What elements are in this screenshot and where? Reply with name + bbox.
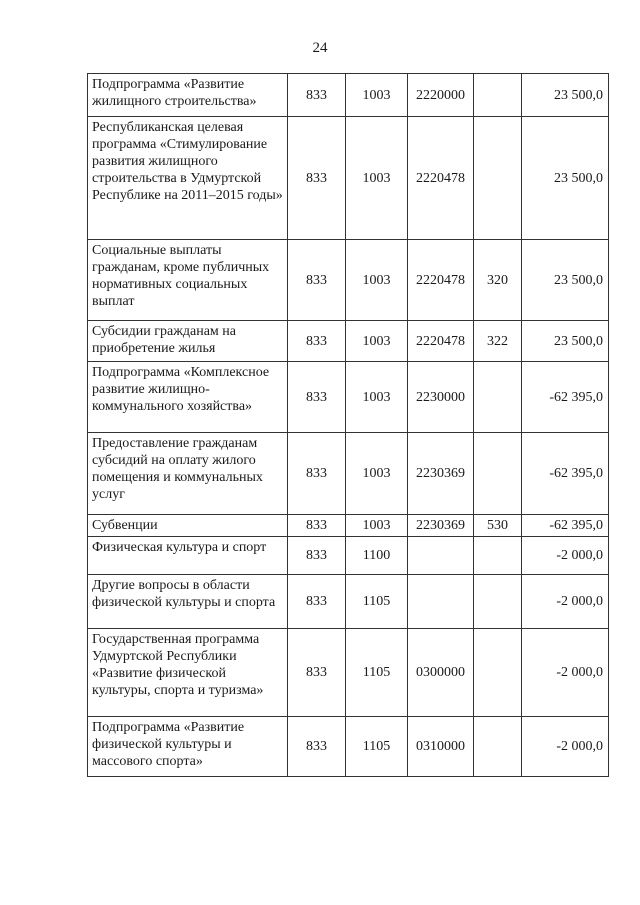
row-csr: 2220478 <box>408 240 474 321</box>
row-vr: 322 <box>474 321 522 362</box>
row-amount: -62 395,0 <box>522 515 609 537</box>
row-rz: 1003 <box>346 240 408 321</box>
row-name: Физическая культура и спорт <box>88 537 288 575</box>
row-amount: 23 500,0 <box>522 321 609 362</box>
row-vr <box>474 117 522 240</box>
table-row <box>88 240 609 321</box>
row-ved: 833 <box>288 717 346 777</box>
row-rz: 1105 <box>346 575 408 629</box>
row-csr: 2230369 <box>408 433 474 515</box>
row-csr: 2230369 <box>408 515 474 537</box>
row-name: Подпрограмма «Комплексное развитие жилищно-коммунального хозяйства» <box>88 362 288 433</box>
row-vr <box>474 629 522 717</box>
row-name: Подпрограмма «Развитие жилищного строительства» <box>88 74 288 117</box>
table-row <box>88 74 609 117</box>
row-vr <box>474 575 522 629</box>
row-name: Государственная программа Удмуртской Республики «Развитие физической культуры, спорта и туризма» <box>88 629 288 717</box>
table-row <box>88 117 609 240</box>
row-name: Другие вопросы в области физической культуры и спорта <box>88 575 288 629</box>
row-rz: 1003 <box>346 74 408 117</box>
row-vr <box>474 433 522 515</box>
table-row <box>88 575 609 629</box>
row-amount: 23 500,0 <box>522 117 609 240</box>
row-csr <box>408 575 474 629</box>
row-ved: 833 <box>288 433 346 515</box>
row-ved: 833 <box>288 321 346 362</box>
row-ved: 833 <box>288 117 346 240</box>
row-vr <box>474 362 522 433</box>
page-number: 24 <box>312 40 328 56</box>
row-amount: -62 395,0 <box>522 362 609 433</box>
table-row <box>88 362 609 433</box>
row-vr <box>474 74 522 117</box>
row-name: Социальные выплаты гражданам, кроме публичных нормативных социальных выплат <box>88 240 288 321</box>
row-ved: 833 <box>288 515 346 537</box>
row-rz: 1003 <box>346 515 408 537</box>
row-rz: 1100 <box>346 537 408 575</box>
row-rz: 1003 <box>346 433 408 515</box>
row-rz: 1003 <box>346 362 408 433</box>
row-name: Подпрограмма «Развитие физической культуры и массового спорта» <box>88 717 288 777</box>
row-name: Субсидии гражданам на приобретение жилья <box>88 321 288 362</box>
row-ved: 833 <box>288 629 346 717</box>
row-rz: 1105 <box>346 717 408 777</box>
row-amount: 23 500,0 <box>522 240 609 321</box>
row-ved: 833 <box>288 74 346 117</box>
table-row <box>88 433 609 515</box>
row-amount: -2 000,0 <box>522 717 609 777</box>
table-row <box>88 515 609 537</box>
row-vr: 530 <box>474 515 522 537</box>
row-csr: 2220000 <box>408 74 474 117</box>
table-row <box>88 321 609 362</box>
row-csr: 2220478 <box>408 321 474 362</box>
row-amount: -2 000,0 <box>522 575 609 629</box>
row-ved: 833 <box>288 240 346 321</box>
table-row <box>88 629 609 717</box>
row-name: Республиканская целевая программа «Стимулирование развития жилищного строительства в Удмуртской Республике на 2011–2015 годы» <box>88 117 288 240</box>
table-row <box>88 537 609 575</box>
row-amount: 23 500,0 <box>522 74 609 117</box>
row-amount: -2 000,0 <box>522 629 609 717</box>
row-amount: -62 395,0 <box>522 433 609 515</box>
table-row <box>88 717 609 777</box>
row-ved: 833 <box>288 537 346 575</box>
row-csr: 2230000 <box>408 362 474 433</box>
row-amount: -2 000,0 <box>522 537 609 575</box>
row-csr: 2220478 <box>408 117 474 240</box>
row-csr: 0300000 <box>408 629 474 717</box>
row-name: Предоставление гражданам субсидий на оплату жилого помещения и коммунальных услуг <box>88 433 288 515</box>
row-ved: 833 <box>288 575 346 629</box>
budget-table <box>87 73 609 777</box>
row-rz: 1003 <box>346 117 408 240</box>
row-rz: 1105 <box>346 629 408 717</box>
row-vr: 320 <box>474 240 522 321</box>
row-vr <box>474 717 522 777</box>
row-csr: 0310000 <box>408 717 474 777</box>
row-rz: 1003 <box>346 321 408 362</box>
row-vr <box>474 537 522 575</box>
row-name: Субвенции <box>88 515 288 537</box>
row-csr <box>408 537 474 575</box>
row-ved: 833 <box>288 362 346 433</box>
